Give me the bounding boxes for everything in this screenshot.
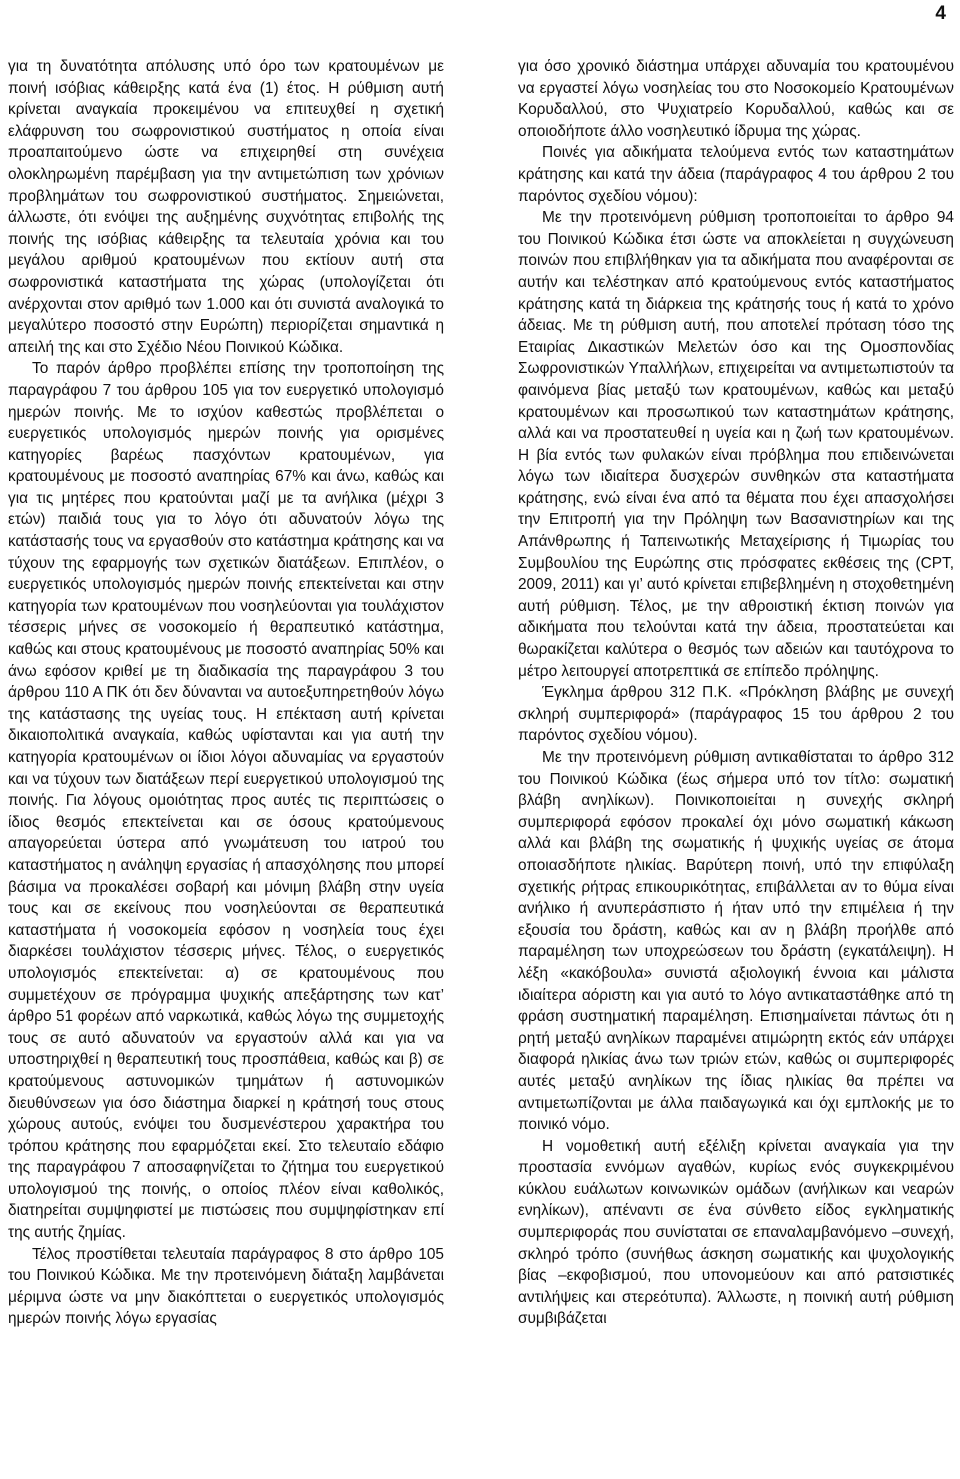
left-column — [8, 56, 444, 1330]
left-paragraph-3: Τέλος προστίθεται τελευταία παράγραφος 8 στο άρθρο 105 του Ποινικού Κώδικα. Με την προτεινόμενη διάταξη λαμβάνεται μέριμνα ώστε να μην διακόπτεται ο ευεργετικός υπολογισμός ημερών ποινής λόγω εργασίας — [8, 1245, 444, 1328]
left-paragraph-2: Το παρόν άρθρο προβλέπει επίσης την τροποποίηση της παραγράφου 7 του άρθρου 105 για τον ευεργετικό υπολογισμό ημερών ποινής. Με το ισχύον καθεστώς προβλέπεται ο ευεργετικός υπολογισμός ημερών ποινής για ορισμένες κατηγορίες βαρέως πασχόντων κρατουμένων, για κρατουμένους με ποσοστό αναπηρίας 67% και άνω, καθώς και για τις μητέρες που κρατούνται μαζί με τα ανήλικα (μέχρι 3 ετών) παιδιά τους για το λόγο ότι αδυνατούν λόγω της κατάστασής τους να εργασθούν στο κατάστημα κράτησης και να τύχουν της εφαρμογής των σχετικών διατάξεων. Επιπλέον, ο ευεργετικός υπολογισμός ημερών ποινής επεκτείνεται και στην κατηγορία των κρατουμένων που νοσηλεύονται για τουλάχιστον τέσσερις μήνες σε νοσοκομείο ή θεραπευτικό κατάστημα, καθώς και στους κρατουμένους με ποσοστό αναπηρίας 50% και άνω εφόσον κριθεί με τη διαδικασία της παραγράφου 3 του άρθρου 110 Α ΠΚ ότι δεν δύνανται να αυτοεξυπηρετηθούν λόγω της κατάστασης της υγείας τους. Η επέκταση αυτή κρίνεται δικαιοπολιτικά αναγκαία, καθώς υφίστανται και για αυτή την κατηγορία κρατουμένων οι ίδιοι λόγοι αδυναμίας να εργαστούν και να τύχουν των διατάξεων περί ευεργετικού υπολογισμού της ποινής. Για λόγους ομοιότητας προς αυτές τις περιπτώσεις ο ίδιος θεσμός επεκτείνεται και σε όσους κρατούμενους απαγορεύεται ύστερα από γνωμάτευση του ιατρού του καταστήματος η ανάληψη εργασίας ή απασχόλησης που μπορεί βάσιμα να προκαλέσει σοβαρή και μόνιμη βλάβη στην υγεία τους και σε εκείνους που νοσηλεύονται σε θεραπευτικά καταστήματα ή νοσοκομεία εφόσον η νοσηλεία τους έχει διαρκέσει τουλάχιστον τέσσερις μήνες. Τέλος, ο ευεργετικός υπολογισμός επεκτείνεται: α) σε κρατουμένους που συμμετέχουν σε πρόγραμμα ψυχικής απεξάρτησης των κατ’ άρθρο 51 φορέων από ναρκωτικά, καθώς λόγω της συμμετοχής τους σε αυτό αδυνατούν να εργαστούν αλλά και για να υποστηριχθεί η θεραπευτική τους προσπάθεια, καθώς και β) σε κρατούμενους αστυνομικών τμημάτων ή αστυνομικών διευθύνσεων για όσο διάστημα διαρκεί η κράτησή τους στους χώρους αυτούς, ενόψει του δυσμενέστερου χαρακτήρα του τρόπου κράτησης που εφαρμόζεται εκεί. Στο τελευταίο εδάφιο της παραγράφου 7 αποσαφηνίζεται το ζήτημα του ευεργετικού υπολογισμού της ποινής, ο οποίος πλέον είναι καθολικός, διατηρείται συμψηφιστεί με πιστώσεις που συμψηφίστηκαν επί της αυτής ζημίας. — [8, 360, 444, 1242]
left-paragraph-1: για τη δυνατότητα απόλυσης υπό όρο των κρατουμένων με ποινή ισόβιας κάθειρξης κατά ένα (1) έτος. Η ρύθμιση αυτή κρίνεται αναγκαία προκειμένου να επιτευχθεί η σχετική ελάφρυνση του σωφρονιστικού συστήματος η οποία είναι προαπαιτούμενο ώστε να επιχειρηθεί στη συνέχεια ολοκληρωμένη παρέμβαση για την αντιμετώπιση των χρόνιων προβλημάτων του σωφρονιστικού συστήματος. Σημειώνεται, άλλωστε, ότι ενόψει της αυξημένης συχνότητας επιβολής της ποινής της ισόβιας κάθειρξης τα τελευταία χρόνια και του μεγάλου αριθμού κρατουμένων που εκτίουν αυτή στα σωφρονιστικά καταστήματα της χώρας (υπολογίζεται ότι ανέρχονται στον αριθμό των 1.000 και ότι συνιστά αναλογικά το μεγαλύτερο ποσοστό στην Ευρώπη) περιορίζεται σημαντικά η απειλή της και στο Σχέδιο Νέου Ποινικού Κώδικα. — [8, 58, 444, 356]
right-paragraph-4: Έγκλημα άρθρου 312 Π.Κ. «Πρόκληση βλάβης με συνεχή σκληρή συμπεριφορά» (παράγραφος 15 του άρθρου 2 του παρόντος σχεδίου νόμου). — [518, 684, 954, 745]
right-paragraph-2: Ποινές για αδικήματα τελούμενα εντός των καταστημάτων κράτησης και κατά την άδεια (παράγραφος 4 του άρθρου 2 του παρόντος σχεδίου νόμου): — [518, 144, 954, 205]
right-paragraph-3: Με την προτεινόμενη ρύθμιση τροποποιείται το άρθρο 94 του Ποινικού Κώδικα έτσι ώστε να αποκλείεται η συγχώνευση ποινών που επιβλήθηκαν για τα αδικήματα που αναφέρονται σε αυτήν και τελέστηκαν από κρατούμενους εντός καταστήματος κράτησης κατά τη διάρκεια της κράτησής τους ή κατά το χρόνο άδειας. Με τη ρύθμιση αυτή, που αποτελεί πρόταση τόσο της Εταιρίας Δικαστικών Μελετών όσο και της Ομοσπονδίας Σωφρονιστικών Υπαλλήλων, επιχειρείται να αντιμετωπιστούν τα φαινόμενα βίας μεταξύ των κρατουμένων, καθώς και μεταξύ κρατουμένων και προσωπικού των καταστημάτων κράτησης, αλλά και να προστατευθεί η υγεία και η ζωή των κρατουμένων. Η βία εντός των φυλακών είναι πρόβλημα που επιδεινώνεται λόγω των ιδιαίτερα δυσχερών συνθηκών στα καταστήματα κράτησης, ενώ είναι ένα από τα θέματα που έχει απασχολήσει την Επιτροπή για την Πρόληψη των Βασανιστηρίων και της Απάνθρωπης ή Ταπεινωτικής Μεταχείρισης ή Τιμωρίας του Συμβουλίου της Ευρώπης στις πρόσφατες εκθέσεις της (CPT, 2009, 2011) και γι’ αυτό κρίνεται επιβεβλημένη η στοχοθετημένη αυτή ρύθμιση. Τέλος, με την αθροιστική έκτιση ποινών για αδικήματα που τελούνται κατά την άδεια, προστατεύεται και θωρακίζεται καλύτερα ο θεσμός των αδειών και ταυτόχρονα το μέτρο λειτουργεί αποτρεπτικά σε επίπεδο πρόληψης. — [518, 209, 954, 680]
right-paragraph-1: για όσο χρονικό διάστημα υπάρχει αδυναμία του κρατουμένου να εργαστεί λόγω νοσηλείας του στο Νοσοκομείο Κρατουμένων Κορυδαλλού, στο Ψυχιατρείο Κορυδαλλού, καθώς και σε οποιοδήποτε άλλο νοσηλευτικό ίδρυμα της χώρας. — [518, 58, 954, 140]
right-paragraph-5: Με την προτεινόμενη ρύθμιση αντικαθίσταται το άρθρο 312 του Ποινικού Κώδικα (έως σήμερα υπό τον τίτλο: σωματική βλάβη ανηλίκων). Ποινικοποιείται η συνεχής σκληρή συμπεριφορά εφόσον προκαλεί όχι μόνο σωματική κάκωση αλλά και βλάβη της σωματικής ή ψυχικής υγείας σε άτομα οποιασδήποτε ηλικίας. Βαρύτερη ποινή, υπό την επιφύλαξη σχετικής ρήτρας επικουρικότητας, επιβάλλεται αν το θύμα είναι ανήλικο ή ανυπεράσπιστο ή ήταν υπό την επιμέλεια ή την εξουσία του δράστη, καθώς και αν η βλάβη προήλθε από παραμέληση των υποχρεώσεων του δράστη (εγκατάλειψη). Η λέξη «κακόβουλα» συνιστά αξιολογική έννοια και μάλιστα ιδιαίτερα αόριστη και για αυτό το λόγο αντικαταστάθηκε από τη φράση συστηματική παραμέληση. Επισημαίνεται πάντως ότι η ρητή μεταξύ ανηλίκων παραμένει ατιμώρητη εκτός εάν υπάρχει διαφορά ηλικίας άνω των τριών ετών, καθώς οι συμπεριφορές αυτές μεταξύ ανηλίκων της ίδιας ηλικίας θα πρέπει να αντιμετωπίζονται με άλλα παιδαγωγικά και όχι εμπλοκής με το ποινικό νόμο. — [518, 749, 954, 1134]
right-column — [518, 56, 954, 1330]
page-number: 4 — [935, 3, 946, 24]
right-paragraph-6: Η νομοθετική αυτή εξέλιξη κρίνεται αναγκαία για την προστασία εννόμων αγαθών, κυρίως ενός συγκεκριμένου κύκλου ευάλωτων κοινωνικών ομάδων (ανήλικων και νεαρών ενηλίκων), απέναντι σε ένα σύνθετο είδος εγκληματικής συμπεριφοράς που συνίσταται σε επαναλαμβανόμενο –συνεχή, σκληρό τρόπο (συνήθως άσκηση σωματικής και ψυχολογικής βίας –εκφοβισμού, που υπονομεύουν και από ρατσιστικές αντιλήψεις και στερεότυπα). Άλλωστε, η ποινική αυτή ρύθμιση συμβιβάζεται — [518, 1137, 954, 1328]
